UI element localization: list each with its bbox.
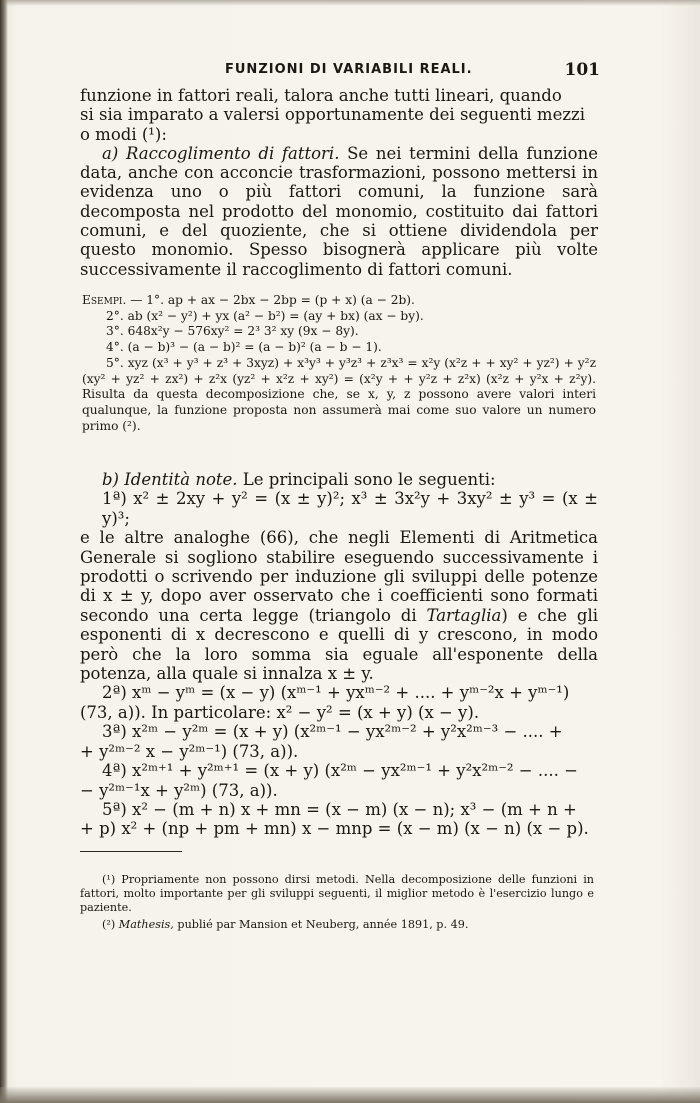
page-bottom-edge bbox=[0, 1087, 700, 1103]
section-b-heading bbox=[80, 470, 598, 489]
section-b-label: b) bbox=[102, 470, 125, 489]
example-4: 4°. (a − b)³ − (a − b)² = (a − b)² (a − b − 1). bbox=[106, 340, 382, 355]
page-header bbox=[80, 60, 600, 84]
page-number: 101 bbox=[564, 60, 600, 80]
identity-4: 4ª) x²ᵐ⁺¹ + y²ᵐ⁺¹ = (x + y) (x²ᵐ − yx²ᵐ⁻¹ + y²x²ᵐ⁻² − .... − bbox=[102, 761, 578, 781]
main-text-bottom bbox=[80, 470, 598, 839]
section-a-title: Raccoglimento di fattori. bbox=[125, 143, 340, 163]
running-title: FUNZIONI DI VARIABILI REALI. bbox=[225, 62, 473, 77]
identity-5: 5ª) x² − (m + n) x + mn = (x − m) (x − n); x³ − (m + n + bbox=[102, 799, 577, 819]
identity-1-text: e le altre analoghe (66), che negli Elementi di Aritmetica Generale si sogliono stabilire eseguendo successivamente i prodotti o scrivendo per induzione gli sviluppi delle potenze di x ± y, dopo aver osservato che i coefficienti sono formati secondo una certa legge (triangolo di bbox=[80, 528, 598, 625]
identity-1-text-2: ) e che gli esponenti di x decrescono e quelli di y crescono, in modo però che la loro somma sia eguale all'esponente della potenza, alla quale si innalza x ± y. bbox=[80, 605, 598, 684]
example-1 bbox=[82, 293, 596, 309]
main-text-top bbox=[80, 86, 598, 279]
example-2: 2°. ab (x² − y²) + yx (a² − b²) = (ay + bx) (ax − by). bbox=[106, 308, 424, 323]
example-3: 3°. 648x²y − 576xy² = 2³ 3² xy (9x − 8y). bbox=[106, 324, 359, 339]
identity-3-continuation: + y²ᵐ⁻² x − y²ᵐ⁻¹) (73, a)). bbox=[80, 741, 299, 761]
identity-2: 2ª) xᵐ − yᵐ = (x − y) (xᵐ⁻¹ + yxᵐ⁻² + .... + yᵐ⁻²x + yᵐ⁻¹) bbox=[102, 683, 570, 703]
footnote-divider bbox=[80, 851, 182, 852]
footnote-2-journal: Mathesis, bbox=[118, 917, 174, 931]
identity-5-continuation: + p) x² + (np + pm + mn) x − mnp = (x − m) (x − n) (x − p). bbox=[80, 819, 589, 839]
example-5-formula: 5°. xyz (x³ + y³ + z³ + 3xyz) + x³y³ + y³z³ + z³x³ = x²y (x²z + + xy² + yz²) + y²z (xy² + yz² + zx²) + z²x (yz² + x²z + xy²) = (x²y + + y²z + z²x) (x²z + y²x + z²y). bbox=[82, 355, 596, 386]
tartaglia-name: Tartaglia bbox=[426, 605, 502, 625]
page-top-edge bbox=[0, 0, 700, 6]
section-a-label: a) bbox=[102, 143, 126, 163]
footnote-2-mark: (²) bbox=[102, 917, 119, 931]
section-a-text: Se nei termini della funzione data, anche con acconcie trasformazioni, possono mettersi in evidenza uno o più fattori comuni, la funzione sarà decomposta nel prodotto del monomio, costituito dai fattori comuni, e del quoziente, che si ottiene dividendola per questo monomio. Spesso bisognerà applicare più volte successivamente il raccoglimento di fattori comuni. bbox=[80, 143, 598, 279]
page-binding-shadow bbox=[0, 0, 8, 1103]
identity-1: 1ª) x² ± 2xy + y² = (x ± y)²; x³ ± 3x²y + 3xy² ± y³ = (x ± y)³; bbox=[102, 489, 598, 528]
intro-line-3: o modi (¹): bbox=[80, 124, 167, 144]
section-b-text: Le principali sono le seguenti: bbox=[237, 470, 496, 489]
footnote-1: (¹) Propriamente non possono dirsi metodi. Nella decomposizione delle funzioni in fattori, molto importante per gli sviluppi seguenti, il miglior metodo è l'esercizio lungo e paziente. bbox=[80, 873, 594, 915]
section-a-paragraph bbox=[80, 144, 598, 279]
footnotes bbox=[80, 873, 594, 932]
footnote-2-text: publié par Mansion et Neuberg, année 1891, p. 49. bbox=[173, 917, 469, 931]
example-1-formula: — 1°. ap + ax − 2bx − 2bp = (p + x) (a − 2b). bbox=[126, 293, 415, 307]
example-5 bbox=[82, 356, 596, 435]
intro-line-1: funzione in fattori reali, talora anche tutti lineari, quando bbox=[80, 86, 562, 105]
intro-line-2: si sia imparato a valersi opportunamente dei seguenti mezzi bbox=[80, 105, 585, 125]
identity-3: 3ª) x²ᵐ − y²ᵐ = (x + y) (x²ᵐ⁻¹ − yx²ᵐ⁻² + y²x²ᵐ⁻³ − .... + bbox=[102, 722, 563, 742]
example-5-text: Risulta da questa decomposizione che, se x, y, z possono avere valori interi qualunque, la funzione proposta non assumerà mai come suo valore un numero primo (²). bbox=[82, 387, 596, 433]
footnote-2 bbox=[80, 918, 594, 932]
identity-4-continuation: − y²ᵐ⁻¹x + y²ᵐ) (73, a)). bbox=[80, 780, 278, 800]
section-b-title: Identità note. bbox=[124, 470, 238, 489]
identity-1-explanation bbox=[80, 528, 598, 683]
examples-block bbox=[82, 293, 596, 434]
identity-2-continuation: (73, a)). In particolare: x² − y² = (x + y) (x − y). bbox=[80, 702, 480, 722]
examples-label: Esempi. bbox=[82, 293, 127, 307]
